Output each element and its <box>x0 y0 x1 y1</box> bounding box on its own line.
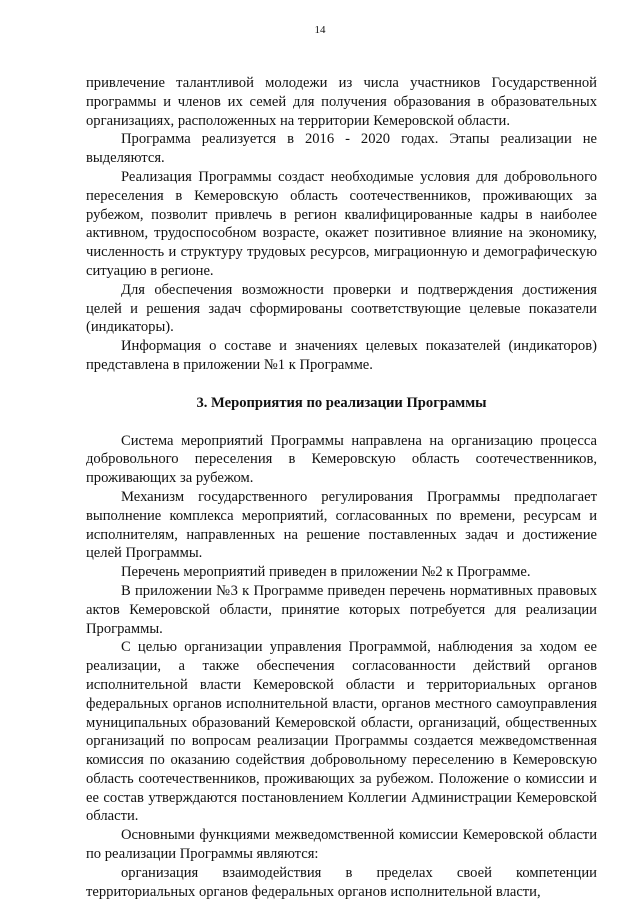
paragraph: Перечень мероприятий приведен в приложении №2 к Программе. <box>121 564 531 581</box>
paragraph: Система мероприятий Программы направлена на организацию процесса добровольного переселения в Кемеровскую область соотечественников, проживающих за рубежом. <box>86 432 597 487</box>
paragraph: Программа реализуется в 2016 - 2020 годах. Этапы реализации не выделяются. <box>86 131 597 167</box>
section-heading: 3. Мероприятия по реализации Программы <box>196 394 487 411</box>
paragraph: В приложении №3 к Программе приведен перечень нормативных правовых актов Кемеровской области, принятие которых потребуется для реализации Программы. <box>86 582 597 637</box>
paragraph: Информация о составе и значениях целевых показателей (индикаторов) представлена в приложении №1 к Программе. <box>86 338 597 373</box>
paragraph: привлечение талантливой молодежи из числа участников Государственной программы и членов их семей для получения образования в образовательных организациях, расположенных на территории Кемеровской области. <box>86 75 597 129</box>
paragraph: Механизм государственного регулирования Программы предполагает выполнение комплекса мероприятий, согласованных по времени, ресурсам и исполнителям, направленных на решение поставленных задач и достижение целей Программы. <box>86 488 597 562</box>
paragraph: С целью организации управления Программой, наблюдения за ходом ее реализации, а также обеспечения согласованности действий органов исполнительной власти Кемеровской области и территориальных органов федеральных органов исполнительной власти, органов местного самоуправления муниципальных образований Кемеровской области, организаций, общественных организаций по вопросам реализации Программы создается межведомственная комиссия по оказанию содействия добровольному переселению в Кемеровскую область соотечественников, проживающих за рубежом. Положение о комиссии и ее состав утверждаются постановлением Коллегии Администрации Кемеровской области. <box>86 639 597 825</box>
page-number: 14 <box>314 24 326 36</box>
paragraph: Реализация Программы создаст необходимые условия для добровольного переселения в Кемеровскую область соотечественников, проживающих за рубежом, позволит привлечь в регион квалифицированные кадры в наиболее активном, трудоспособном возрасте, окажет позитивное влияние на экономику, численность и структуру трудовых ресурсов, миграционную и демографическую ситуацию в регионе. <box>86 168 597 279</box>
page-content <box>86 74 597 901</box>
paragraph: Для обеспечения возможности проверки и подтверждения достижения целей и решения задач сформированы соответствующие целевые показатели (индикаторы). <box>86 281 597 336</box>
paragraph: организация взаимодействия в пределах своей компетенции территориальных органов федеральных органов исполнительной власти, <box>86 864 597 900</box>
paragraph: Основными функциями межведомственной комиссии Кемеровской области по реализации Программы являются: <box>86 827 597 863</box>
